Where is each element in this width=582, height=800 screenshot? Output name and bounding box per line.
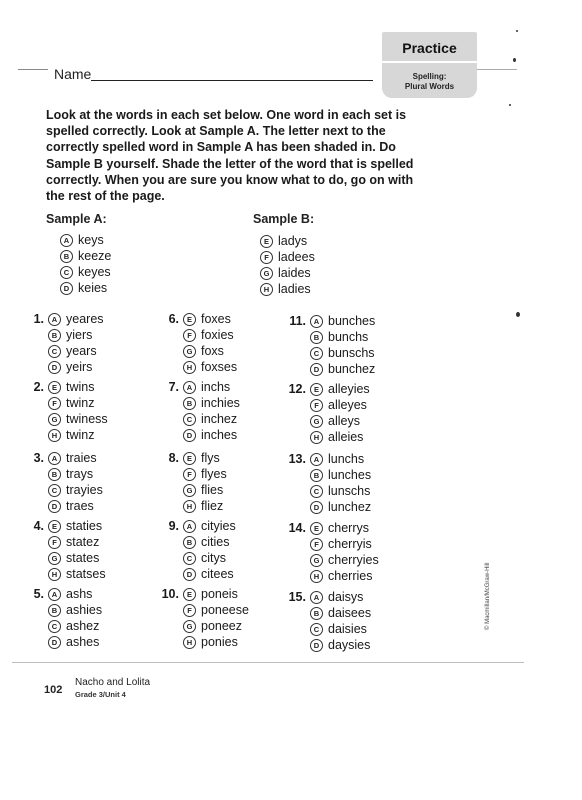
answer-choice: [310, 637, 371, 653]
scan-speck: [509, 104, 511, 106]
scan-speck: [516, 30, 518, 32]
answer-choice: [48, 450, 103, 466]
answer-bubble[interactable]: H: [183, 361, 196, 374]
answer-choice: [60, 248, 111, 264]
answer-bubble[interactable]: H: [183, 500, 196, 513]
answer-choice: [310, 568, 379, 584]
answer-choice: [183, 602, 249, 618]
answer-bubble[interactable]: D: [183, 568, 196, 581]
answer-word: daisys: [328, 590, 364, 604]
answer-word: lunches: [328, 468, 372, 482]
answer-word: alleies: [328, 430, 364, 444]
answer-word: alleyes: [328, 398, 367, 412]
answer-choice: [183, 518, 236, 534]
answer-word: cherryies: [328, 553, 379, 567]
question-number: 13.: [288, 452, 306, 466]
answer-choice: [310, 451, 371, 467]
answer-bubble[interactable]: F: [48, 536, 61, 549]
answer-bubble[interactable]: B: [48, 604, 61, 617]
answer-choice: [48, 327, 104, 343]
answer-choice: [48, 602, 102, 618]
answer-word: trayies: [66, 483, 103, 497]
answer-word: traies: [66, 451, 97, 465]
question-number: 12.: [288, 382, 306, 396]
question-choices: [310, 313, 375, 377]
answer-choice: [48, 566, 106, 582]
answer-choice: [183, 395, 240, 411]
answer-word: lunchs: [328, 452, 365, 466]
answer-choice: [310, 467, 371, 483]
answer-word: poneez: [201, 619, 243, 633]
answer-word: inchs: [201, 380, 231, 394]
answer-bubble[interactable]: E: [48, 520, 61, 533]
question-number: 7.: [168, 380, 179, 394]
answer-choice: [310, 429, 370, 445]
name-label: Name: [54, 66, 92, 82]
question-choices: [48, 586, 102, 650]
answer-choice: [48, 411, 108, 427]
answer-bubble[interactable]: A: [310, 453, 323, 466]
answer-word: ashez: [66, 619, 100, 633]
answer-word: citees: [201, 567, 234, 581]
answer-choice: [310, 345, 375, 361]
answer-choice: [183, 550, 236, 566]
answer-word: foxes: [201, 312, 231, 326]
answer-word: trays: [66, 467, 94, 481]
answer-choice: [48, 618, 102, 634]
answer-bubble[interactable]: C: [183, 413, 196, 426]
answer-word: staties: [66, 519, 103, 533]
answer-word: daysies: [328, 638, 371, 652]
answer-bubble[interactable]: C: [183, 552, 196, 565]
header-rule-left: [18, 69, 48, 70]
answer-bubble[interactable]: A: [48, 588, 61, 601]
answer-word: cherrys: [328, 521, 369, 535]
answer-bubble[interactable]: F: [183, 329, 196, 342]
question-choices: [310, 451, 371, 515]
answer-word: flyes: [201, 467, 227, 481]
answer-bubble[interactable]: H: [310, 431, 323, 444]
answer-word: twiness: [66, 412, 108, 426]
answer-choice: [310, 381, 370, 397]
question-choices: [48, 379, 108, 443]
question-number: 15.: [288, 590, 306, 604]
question-number: 5.: [33, 587, 44, 601]
instructions: Look at the words in each set below. One word in each set is spelled correctly. Look at Sample A. The letter next to the correctly spelled word in Sample A has been shaded in. Do Sample B yourself. Shade the letter of the word that is spelled correctly. When you are sure you know what to do, go on with the rest of the page.: [46, 108, 414, 204]
answer-choice: [48, 550, 106, 566]
answer-bubble[interactable]: A: [60, 234, 73, 247]
question-choices: [48, 518, 106, 582]
answer-choice: [183, 534, 236, 550]
answer-bubble[interactable]: C: [310, 623, 323, 636]
scan-speck: [513, 58, 516, 62]
answer-word: lunschs: [328, 484, 371, 498]
answer-bubble[interactable]: F: [183, 468, 196, 481]
answer-word: flies: [201, 483, 224, 497]
answer-choice: [183, 498, 227, 514]
scan-speck: [516, 312, 520, 317]
answer-choice: [183, 411, 240, 427]
answer-bubble[interactable]: C: [48, 345, 61, 358]
answer-choice: [48, 311, 104, 327]
name-field[interactable]: [91, 80, 373, 81]
question-choices: [48, 450, 103, 514]
answer-bubble[interactable]: H: [48, 429, 61, 442]
answer-bubble[interactable]: F: [48, 397, 61, 410]
answer-word: twinz: [66, 396, 95, 410]
answer-word: ashies: [66, 603, 103, 617]
answer-word: alleyies: [328, 382, 370, 396]
answer-bubble[interactable]: G: [48, 552, 61, 565]
answer-choice: [310, 589, 371, 605]
answer-choice: [48, 379, 108, 395]
answer-word: bunschs: [328, 346, 375, 360]
answer-choice: [183, 618, 249, 634]
answer-bubble[interactable]: A: [310, 315, 323, 328]
answer-choice: [260, 249, 315, 265]
question-choices: [310, 381, 370, 445]
answer-choice: [48, 359, 104, 375]
answer-bubble[interactable]: C: [48, 620, 61, 633]
answer-bubble[interactable]: B: [310, 469, 323, 482]
answer-word: cities: [201, 535, 230, 549]
answer-word: cityies: [201, 519, 236, 533]
answer-word: foxs: [201, 344, 224, 358]
answer-word: bunchs: [328, 330, 369, 344]
sample-b-choices: [260, 233, 315, 297]
question-number: 3.: [33, 451, 44, 465]
sample-b-heading: Sample B:: [253, 212, 315, 226]
answer-choice: [310, 313, 375, 329]
answer-bubble[interactable]: F: [310, 538, 323, 551]
question-choices: [48, 311, 104, 375]
answer-bubble[interactable]: H: [310, 570, 323, 583]
answer-choice: [48, 427, 108, 443]
answer-word: yeirs: [66, 360, 93, 374]
answer-bubble[interactable]: A: [48, 452, 61, 465]
answer-word: years: [66, 344, 97, 358]
question-choices: [183, 311, 237, 375]
answer-word: fliez: [201, 499, 224, 513]
question-number: 9.: [168, 519, 179, 533]
answer-word: bunches: [328, 314, 376, 328]
answer-bubble[interactable]: B: [60, 250, 73, 263]
answer-bubble[interactable]: E: [260, 235, 273, 248]
answer-bubble[interactable]: A: [48, 313, 61, 326]
copyright-text: © Macmillan/McGraw-Hill: [485, 562, 491, 630]
question-choices: [183, 586, 249, 650]
question-number: 8.: [168, 451, 179, 465]
answer-choice: [183, 450, 227, 466]
answer-word: keies: [78, 281, 108, 295]
answer-word: inchez: [201, 412, 238, 426]
sample-a-choices: [60, 232, 111, 296]
answer-choice: [48, 395, 108, 411]
answer-choice: [310, 520, 379, 536]
answer-choice: [310, 329, 375, 345]
answer-choice: [48, 466, 103, 482]
answer-choice: [183, 566, 236, 582]
practice-subtitle-line2: Plural Words: [404, 82, 455, 91]
question-number: 1.: [33, 312, 44, 326]
answer-word: ladees: [278, 250, 315, 264]
answer-word: citys: [201, 551, 226, 565]
answer-choice: [310, 397, 370, 413]
answer-bubble[interactable]: C: [60, 266, 73, 279]
answer-bubble[interactable]: A: [183, 381, 196, 394]
answer-choice: [310, 361, 375, 377]
answer-bubble[interactable]: G: [260, 267, 273, 280]
answer-bubble[interactable]: B: [310, 331, 323, 344]
answer-word: states: [66, 551, 100, 565]
question-number: 6.: [168, 312, 179, 326]
footer-rule: [12, 662, 524, 663]
answer-word: keyes: [78, 265, 111, 279]
answer-word: flys: [201, 451, 220, 465]
answer-bubble[interactable]: E: [310, 383, 323, 396]
practice-divider: [382, 61, 477, 63]
answer-choice: [183, 427, 240, 443]
answer-choice: [48, 498, 103, 514]
answer-choice: [310, 536, 379, 552]
answer-bubble[interactable]: B: [48, 329, 61, 342]
answer-bubble[interactable]: D: [183, 429, 196, 442]
answer-word: yeares: [66, 312, 104, 326]
answer-word: foxses: [201, 360, 238, 374]
answer-word: traes: [66, 499, 94, 513]
answer-word: ashs: [66, 587, 93, 601]
answer-word: cherryis: [328, 537, 372, 551]
answer-bubble[interactable]: H: [260, 283, 273, 296]
answer-choice: [183, 327, 237, 343]
answer-word: laides: [278, 266, 311, 280]
answer-bubble[interactable]: E: [310, 522, 323, 535]
answer-bubble[interactable]: A: [183, 520, 196, 533]
page-number: 102: [44, 684, 63, 696]
answer-choice: [183, 634, 249, 650]
answer-word: statez: [66, 535, 100, 549]
answer-word: lunchez: [328, 500, 372, 514]
question-number: 2.: [33, 380, 44, 394]
answer-bubble[interactable]: D: [310, 363, 323, 376]
answer-choice: [48, 634, 102, 650]
answer-choice: [48, 586, 102, 602]
answer-bubble[interactable]: B: [183, 397, 196, 410]
answer-bubble[interactable]: B: [310, 607, 323, 620]
answer-choice: [310, 483, 371, 499]
answer-bubble[interactable]: G: [183, 484, 196, 497]
answer-choice: [310, 413, 370, 429]
answer-choice: [183, 586, 249, 602]
answer-bubble[interactable]: E: [183, 313, 196, 326]
answer-choice: [260, 281, 315, 297]
question-number: 11.: [289, 314, 306, 328]
answer-choice: [48, 343, 104, 359]
question-number: 10.: [161, 587, 179, 601]
answer-bubble[interactable]: G: [48, 413, 61, 426]
answer-choice: [183, 482, 227, 498]
answer-bubble[interactable]: F: [310, 399, 323, 412]
footer-unit: Grade 3/Unit 4: [75, 690, 126, 699]
question-number: 4.: [33, 519, 44, 533]
answer-word: poneese: [201, 603, 249, 617]
answer-choice: [310, 605, 371, 621]
answer-bubble[interactable]: D: [48, 636, 61, 649]
answer-bubble[interactable]: E: [183, 452, 196, 465]
header-rule-right: [477, 69, 517, 70]
answer-choice: [60, 264, 111, 280]
answer-choice: [183, 466, 227, 482]
answer-bubble[interactable]: D: [310, 501, 323, 514]
question-choices: [310, 520, 379, 584]
answer-choice: [183, 359, 237, 375]
answer-word: inchies: [201, 396, 240, 410]
answer-choice: [60, 280, 111, 296]
question-choices: [183, 518, 236, 582]
answer-word: poneis: [201, 587, 238, 601]
answer-word: ponies: [201, 635, 238, 649]
answer-word: alleys: [328, 414, 360, 428]
answer-bubble[interactable]: D: [48, 361, 61, 374]
answer-bubble[interactable]: F: [260, 251, 273, 264]
answer-bubble[interactable]: D: [48, 500, 61, 513]
answer-word: keys: [78, 233, 104, 247]
answer-bubble[interactable]: A: [310, 591, 323, 604]
question-choices: [310, 589, 371, 653]
answer-choice: [260, 265, 315, 281]
practice-title: Practice: [402, 40, 457, 56]
answer-bubble[interactable]: G: [183, 345, 196, 358]
answer-word: ladys: [278, 234, 308, 248]
answer-choice: [48, 482, 103, 498]
practice-subtitle-line1: Spelling:: [412, 72, 447, 81]
answer-bubble[interactable]: D: [310, 639, 323, 652]
answer-bubble[interactable]: H: [48, 568, 61, 581]
sample-a-heading: Sample A:: [46, 212, 107, 226]
answer-bubble[interactable]: G: [310, 554, 323, 567]
footer-title: Nacho and Lolita: [75, 677, 151, 688]
answer-choice: [183, 311, 237, 327]
answer-bubble[interactable]: G: [310, 415, 323, 428]
answer-bubble[interactable]: C: [310, 347, 323, 360]
answer-bubble[interactable]: D: [60, 282, 73, 295]
answer-word: keeze: [78, 249, 112, 263]
answer-choice: [48, 534, 106, 550]
answer-word: yiers: [66, 328, 93, 342]
answer-choice: [48, 518, 106, 534]
answer-choice: [310, 499, 371, 515]
practice-subtitle: [382, 72, 477, 92]
answer-bubble[interactable]: E: [48, 381, 61, 394]
answer-word: inches: [201, 428, 238, 442]
answer-word: statses: [66, 567, 106, 581]
answer-word: twins: [66, 380, 95, 394]
question-number: 14.: [288, 521, 306, 535]
answer-bubble[interactable]: B: [183, 536, 196, 549]
answer-choice: [183, 343, 237, 359]
answer-bubble[interactable]: E: [183, 588, 196, 601]
answer-word: daisees: [328, 606, 372, 620]
question-choices: [183, 450, 227, 514]
answer-bubble[interactable]: C: [48, 484, 61, 497]
answer-choice: [183, 379, 240, 395]
answer-word: daisies: [328, 622, 367, 636]
question-choices: [183, 379, 240, 443]
answer-word: twinz: [66, 428, 95, 442]
answer-word: ashes: [66, 635, 100, 649]
answer-word: ladies: [278, 282, 311, 296]
answer-bubble[interactable]: G: [183, 620, 196, 633]
answer-bubble[interactable]: C: [310, 485, 323, 498]
answer-choice: [60, 232, 111, 248]
answer-choice: [310, 621, 371, 637]
answer-choice: [310, 552, 379, 568]
answer-bubble[interactable]: F: [183, 604, 196, 617]
answer-word: cherries: [328, 569, 373, 583]
answer-bubble[interactable]: H: [183, 636, 196, 649]
answer-choice: [260, 233, 315, 249]
answer-word: bunchez: [328, 362, 376, 376]
answer-word: foxies: [201, 328, 234, 342]
answer-bubble[interactable]: B: [48, 468, 61, 481]
